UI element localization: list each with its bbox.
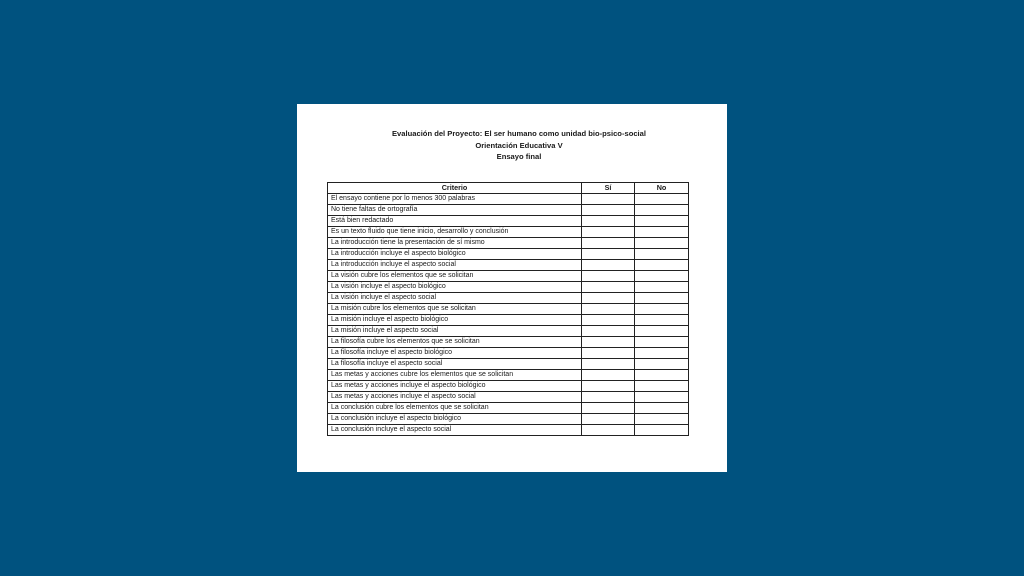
cell-criterio: Las metas y acciones incluye el aspecto biológico: [328, 381, 582, 392]
table-row: [328, 293, 689, 304]
cell-no[interactable]: [635, 425, 689, 436]
cell-no[interactable]: [635, 194, 689, 205]
cell-no[interactable]: [635, 403, 689, 414]
table-row: [328, 359, 689, 370]
cell-si[interactable]: [582, 359, 635, 370]
table-row: [328, 216, 689, 227]
cell-criterio: La conclusión incluye el aspecto social: [328, 425, 582, 436]
cell-si[interactable]: [582, 238, 635, 249]
table-row: [328, 315, 689, 326]
cell-no[interactable]: [635, 337, 689, 348]
cell-criterio: Las metas y acciones cubre los elementos que se solicitan: [328, 370, 582, 381]
cell-si[interactable]: [582, 425, 635, 436]
cell-no[interactable]: [635, 282, 689, 293]
table-row: [328, 249, 689, 260]
rubric-table: [327, 182, 689, 436]
document-page: [297, 104, 727, 472]
cell-criterio: La filosofía incluye el aspecto social: [328, 359, 582, 370]
cell-si[interactable]: [582, 216, 635, 227]
table-row: [328, 337, 689, 348]
cell-si[interactable]: [582, 326, 635, 337]
cell-no[interactable]: [635, 392, 689, 403]
table-row: [328, 392, 689, 403]
document-header: [297, 128, 727, 163]
cell-si[interactable]: [582, 337, 635, 348]
table-row: [328, 304, 689, 315]
document-subtitle: Orientación Educativa V: [475, 140, 563, 150]
table-header-row: [328, 183, 689, 194]
table-row: [328, 238, 689, 249]
cell-no[interactable]: [635, 348, 689, 359]
column-header-si: Sí: [582, 183, 635, 194]
document-title: Evaluación del Proyecto: El ser humano como unidad bio-psico-social: [391, 129, 647, 138]
table-row: [328, 403, 689, 414]
cell-no[interactable]: [635, 260, 689, 271]
table-row: [328, 381, 689, 392]
cell-si[interactable]: [582, 194, 635, 205]
cell-no[interactable]: [635, 326, 689, 337]
cell-si[interactable]: [582, 348, 635, 359]
document-subtitle-2: Ensayo final: [496, 152, 542, 161]
cell-criterio: La introducción incluye el aspecto social: [328, 260, 582, 271]
cell-no[interactable]: [635, 205, 689, 216]
cell-criterio: El ensayo contiene por lo menos 300 palabras: [328, 194, 582, 205]
column-header-no: No: [635, 183, 689, 194]
cell-no[interactable]: [635, 227, 689, 238]
cell-criterio: La introducción tiene la presentación de sí mismo: [328, 238, 582, 249]
cell-si[interactable]: [582, 381, 635, 392]
cell-si[interactable]: [582, 293, 635, 304]
cell-si[interactable]: [582, 315, 635, 326]
cell-si[interactable]: [582, 370, 635, 381]
cell-si[interactable]: [582, 271, 635, 282]
cell-criterio: La misión cubre los elementos que se solicitan: [328, 304, 582, 315]
table-row: [328, 271, 689, 282]
cell-no[interactable]: [635, 249, 689, 260]
cell-criterio: La misión incluye el aspecto social: [328, 326, 582, 337]
cell-si[interactable]: [582, 249, 635, 260]
cell-criterio: La filosofía incluye el aspecto biológico: [328, 348, 582, 359]
cell-criterio: La visión cubre los elementos que se solicitan: [328, 271, 582, 282]
cell-si[interactable]: [582, 403, 635, 414]
table-body: [328, 194, 689, 436]
cell-no[interactable]: [635, 381, 689, 392]
cell-criterio: La visión incluye el aspecto social: [328, 293, 582, 304]
table-row: [328, 205, 689, 216]
cell-criterio: Está bien redactado: [328, 216, 582, 227]
table-row: [328, 227, 689, 238]
table-row: [328, 326, 689, 337]
cell-si[interactable]: [582, 414, 635, 425]
table-row: [328, 260, 689, 271]
cell-si[interactable]: [582, 304, 635, 315]
cell-no[interactable]: [635, 414, 689, 425]
column-header-criterio: Criterio: [328, 183, 582, 194]
table-row: [328, 370, 689, 381]
cell-no[interactable]: [635, 271, 689, 282]
table-row: [328, 414, 689, 425]
cell-criterio: Es un texto fluido que tiene inicio, desarrollo y conclusión: [328, 227, 582, 238]
cell-no[interactable]: [635, 315, 689, 326]
cell-criterio: No tiene faltas de ortografía: [328, 205, 582, 216]
cell-si[interactable]: [582, 227, 635, 238]
cell-no[interactable]: [635, 359, 689, 370]
cell-no[interactable]: [635, 293, 689, 304]
cell-criterio: La conclusión incluye el aspecto biológico: [328, 414, 582, 425]
table-row: [328, 425, 689, 436]
cell-si[interactable]: [582, 205, 635, 216]
cell-no[interactable]: [635, 238, 689, 249]
table-row: [328, 194, 689, 205]
table-row: [328, 348, 689, 359]
cell-criterio: La misión incluye el aspecto biológico: [328, 315, 582, 326]
cell-si[interactable]: [582, 260, 635, 271]
cell-criterio: La conclusión cubre los elementos que se solicitan: [328, 403, 582, 414]
cell-criterio: Las metas y acciones incluye el aspecto social: [328, 392, 582, 403]
cell-no[interactable]: [635, 216, 689, 227]
table-row: [328, 282, 689, 293]
cell-criterio: La introducción incluye el aspecto biológico: [328, 249, 582, 260]
cell-si[interactable]: [582, 282, 635, 293]
cell-no[interactable]: [635, 370, 689, 381]
cell-si[interactable]: [582, 392, 635, 403]
cell-criterio: La visión incluye el aspecto biológico: [328, 282, 582, 293]
cell-no[interactable]: [635, 304, 689, 315]
cell-criterio: La filosofía cubre los elementos que se solicitan: [328, 337, 582, 348]
